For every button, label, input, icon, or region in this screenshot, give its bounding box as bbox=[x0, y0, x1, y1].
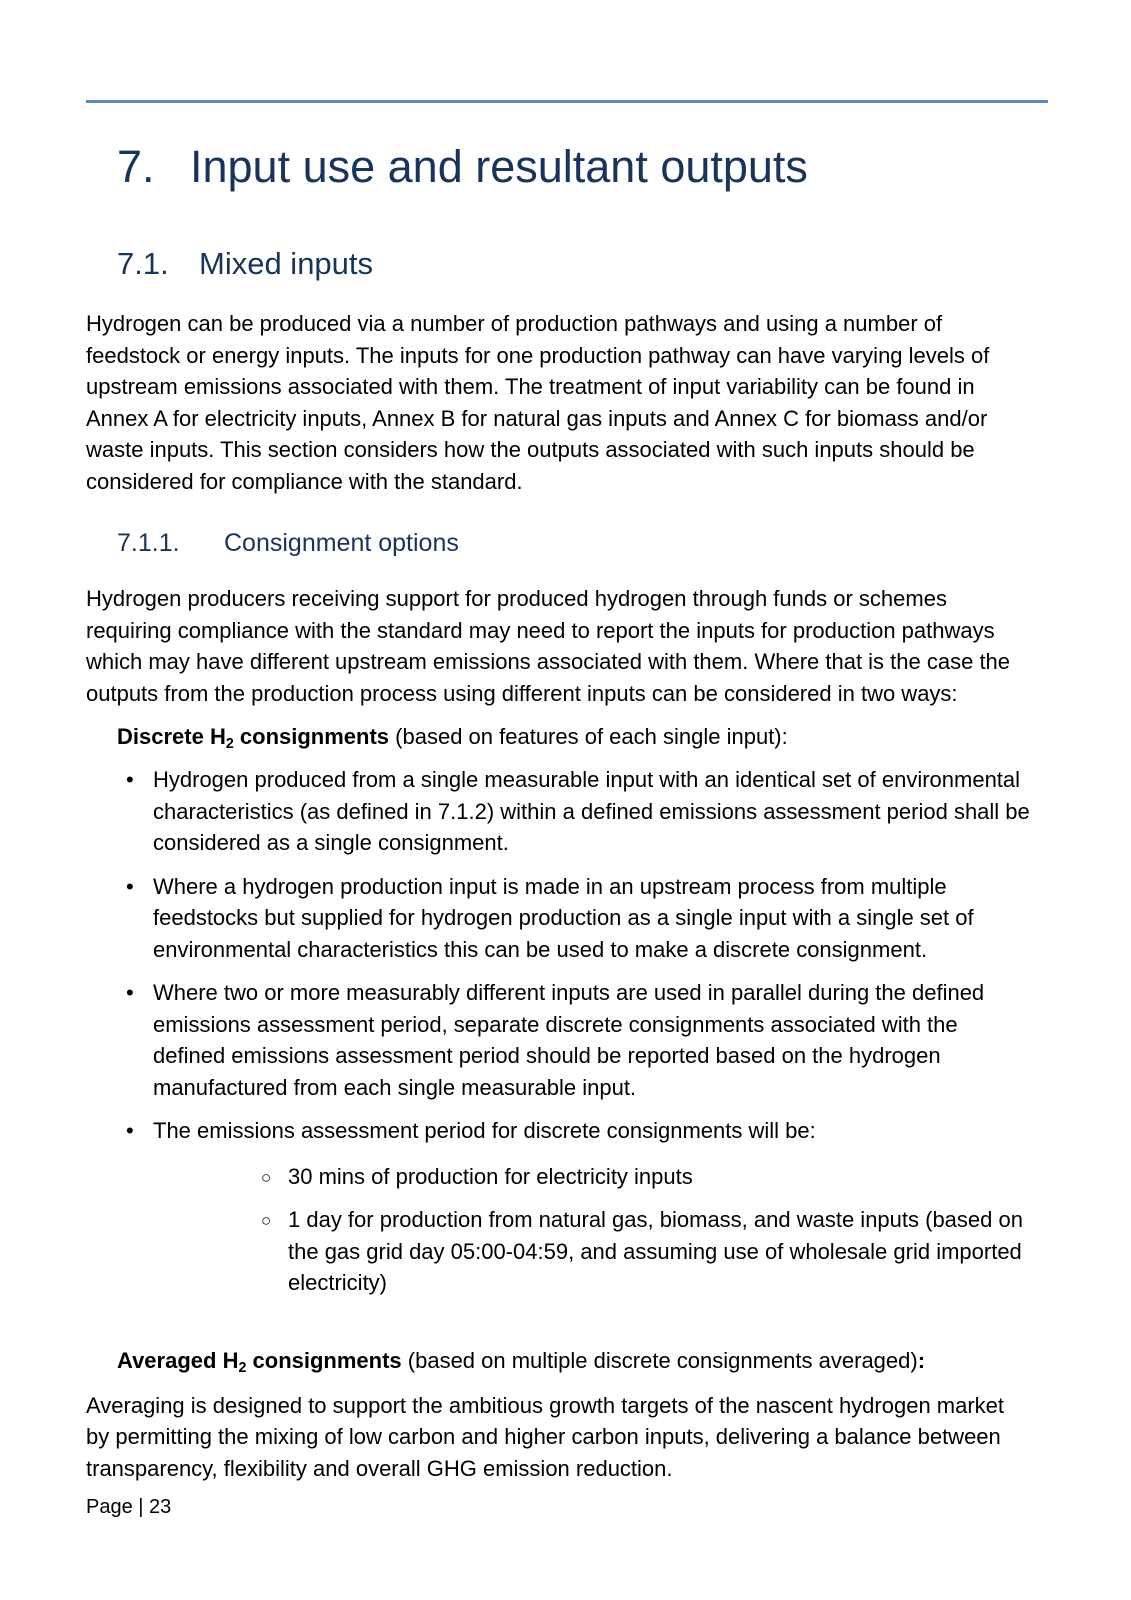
page-content bbox=[0, 141, 1031, 1484]
emissions-period-sublist bbox=[153, 1161, 1031, 1299]
sub-list-item bbox=[153, 1161, 1031, 1193]
averaged-label-normal: (based on multiple discrete consignments averaged) bbox=[401, 1347, 918, 1373]
section-heading bbox=[117, 141, 1031, 193]
bullet-icon: • bbox=[126, 1118, 134, 1143]
subsubsection-heading bbox=[117, 527, 1031, 559]
discrete-label-normal: (based on features of each single input): bbox=[389, 724, 788, 749]
section-number: 7. bbox=[117, 141, 155, 192]
discrete-label-bold: Discrete H bbox=[117, 724, 226, 749]
subsection-heading bbox=[117, 245, 1031, 283]
discrete-consignments-lead bbox=[117, 721, 1031, 752]
averaged-label-bold: Averaged H bbox=[117, 1347, 239, 1373]
discrete-label-bold-rest: consignments bbox=[233, 724, 390, 749]
consignment-paragraph: Hydrogen producers receiving support for produced hydrogen through funds or schemes requiring compliance with the standard may need to report the inputs for production pathways which may have different upstream emissions associated with them. Where that is the case the outputs from the production process using different inputs can be considered in two ways: bbox=[86, 586, 1011, 706]
subsubsection-number: 7.1.1. bbox=[117, 529, 180, 557]
list-item-text: Hydrogen produced from a single measurable input with an identical set of environmental characteristics (as defined in 7.1.2) within a defined emissions assessment period shall be considered as a single consignment. bbox=[153, 767, 1030, 855]
title-rule bbox=[86, 100, 1048, 103]
subsection-title: Mixed inputs bbox=[199, 246, 374, 281]
bullet-icon: • bbox=[126, 767, 134, 792]
h2-subscript: 2 bbox=[225, 736, 234, 752]
sub-list-item-text: 30 mins of production for electricity inputs bbox=[288, 1163, 693, 1189]
h2-subscript: 2 bbox=[238, 1359, 247, 1376]
intro-paragraph: Hydrogen can be produced via a number of production pathways and using a number of feedstock or energy inputs. The inputs for one production pathway can have varying levels of upstream emissions associated with them. The treatment of input variability can be found in Annex A for electricity inputs, Annex B for natural gas inputs and Annex C for biomass and/or waste inputs. This section considers how the outputs associated with such inputs should be considered for compliance with the standard. bbox=[86, 311, 990, 494]
bullet-icon: • bbox=[126, 980, 134, 1005]
list-item-text: Where two or more measurably different inputs are used in parallel during the defined emissions assessment period, separate discrete consignments associated with the defined emissions assessment period should be reported based on the hydrogen manufactured from each single measurable input. bbox=[153, 980, 985, 1100]
bullet-icon: • bbox=[126, 873, 134, 899]
subsection-number: 7.1. bbox=[117, 246, 169, 281]
sub-list-item-text: 1 day for production from natural gas, biomass, and waste inputs (based on the gas grid day 05:00-04:59, and assuming use of wholesale grid imported electricity) bbox=[288, 1207, 1023, 1295]
averaged-consignments-lead bbox=[117, 1345, 1031, 1376]
averaged-label-bold-rest: consignments bbox=[246, 1347, 402, 1373]
averaging-paragraph: Averaging is designed to support the ambitious growth targets of the nascent hydrogen market by permitting the mixing of low carbon and higher carbon inputs, delivering a balance between transparency, flexibility and overall GHG emission reduction. bbox=[86, 1392, 1005, 1481]
list-item bbox=[86, 764, 1031, 859]
circle-bullet-icon: ○ bbox=[261, 1167, 272, 1187]
list-item bbox=[86, 1115, 1031, 1299]
circle-bullet-icon: ○ bbox=[261, 1211, 272, 1230]
sub-list-item bbox=[153, 1204, 1031, 1299]
list-item-text: Where a hydrogen production input is made in an upstream process from multiple feedstocks but supplied for hydrogen production as a single input with a single set of environmental characteristics this can be used to make a discrete consignment. bbox=[153, 873, 974, 962]
list-item bbox=[86, 871, 1031, 966]
subsubsection-title: Consignment options bbox=[224, 529, 459, 557]
section-title: Input use and resultant outputs bbox=[190, 141, 808, 192]
page-footer: Page | 23 bbox=[86, 1496, 172, 1518]
averaged-label-colon: : bbox=[917, 1347, 926, 1373]
list-item-text: The emissions assessment period for discrete consignments will be: bbox=[153, 1118, 816, 1143]
list-item bbox=[86, 977, 1031, 1103]
discrete-bullet-list bbox=[86, 764, 1031, 1299]
